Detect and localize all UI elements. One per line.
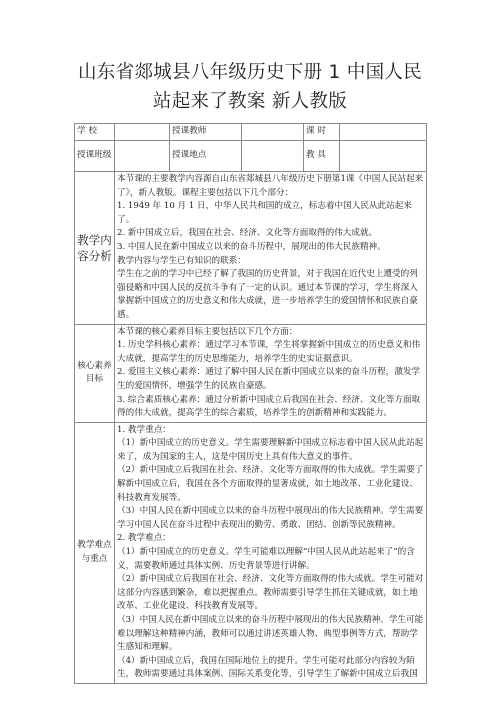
keypoints-line: 2. 教学难点： [117,533,171,544]
keypoints-row [75,422,427,683]
keypoints-label: 教学难点与重点 [75,422,115,683]
literacy-line: 3. 综合素质核心素养：通过分析新中国成立后我国在社会、经济、文化等方面取得的伟大成就，提高学生的综合素质，培养学生的创新精神和实践能力。 [117,394,421,419]
analysis-line: 2. 新中国成立后，我国在社会、经济、文化等方面取得的伟大成就。 [117,228,378,239]
title-line-1: 山东省郯城县八年级历史下册 1 中国人民 [77,62,423,83]
school-label: 学 校 [75,124,115,141]
school-value [115,124,170,141]
place-label: 授课地点 [170,141,242,172]
keypoints-line: （3）中国人民在新中国成立以来的奋斗历程中展现出的伟大民族精神。学生需要学习中国人民在奋斗过程中表现出的勤劳、勇敢、团结、创新等民族精神。 [117,506,424,530]
analysis-line: 本节课的主要教学内容源自山东省郯城县八年级历史下册第1课《中国人民站起来了》，新人教版。课程主要包括以下几个部分： [117,174,424,198]
keypoints-line: （3）中国人民在新中国成立以来的奋斗历程中展现出的伟大民族精神。学生可能难以理解这种精神内涵，教师可以通过讲述英雄人物、典型事例等方式，帮助学生感知和理解。 [117,615,424,653]
analysis-row [75,172,427,325]
keypoints-line: （2）新中国成立后我国在社会、经济、文化等方面取得的伟大成就。学生需要了解新中国成立后，我国在各个方面取得的显著成就，如土地改革、工业化建设、科技教育发展等。 [117,465,424,503]
keypoints-line: 1. 教学重点： [117,424,171,435]
literacy-line: 1. 历史学科核心素养：通过学习本节课，学生将掌握新中国成立的历史意义和伟大成就，提高学生的历史思维能力，培养学生的史实证据意识。 [117,340,421,364]
keypoints-line: （1）新中国成立的历史意义。学生可能难以理解“中国人民从此站起来了”的含义，需要教师通过具体实例、历史背景等进行讲解。 [117,547,415,571]
analysis-line: 3. 中国人民在新中国成立以来的奋斗历程中，展现出的伟大民族精神。 [117,241,386,252]
tools-label: 教 具 [304,141,340,172]
literacy-row [75,324,427,422]
teacher-label: 授课教师 [170,124,242,141]
tools-value [340,141,427,172]
place-value [242,141,304,172]
keypoints-line: （2）新中国成立后我国在社会、经济、文化等方面取得的伟大成就。学生可能对这部分内容感到繁杂，难以把握重点。教师需要引导学生抓住关键成就，如土地改革、工业化建设、科技教育发展等。 [117,574,424,612]
analysis-line: 1. 1949 年 10 月 1 日，中华人民共和国的成立，标志着中国人民从此站起来了。 [117,201,412,225]
teacher-value [242,124,304,141]
literacy-content [115,324,427,422]
header-row-1 [75,124,427,141]
class-label: 授课班级 [75,141,115,172]
keypoints-content [115,422,427,683]
period-value [340,124,427,141]
analysis-line: 教学内容与学生已有知识的联系： [117,255,246,266]
analysis-content [115,172,427,325]
analysis-line: 学生在之前的学习中已经了解了我国的历史背景，对于我国在近代史上遭受的列强侵略和中国人民的反抗斗争有了一定的认识。通过本节课的学习，学生将深入掌握新中国成立的历史意义和伟大成就，进一步培养学生的爱国情怀和民族自豪感。 [117,269,418,320]
header-row-2 [75,141,427,172]
title-line-2: 站起来了教案 新人教版 [152,91,348,112]
period-label: 课 时 [304,124,340,141]
literacy-line: 本节课的核心素养目标主要包括以下几个方面： [117,326,298,337]
literacy-label: 核心素养目标 [75,324,115,422]
analysis-label: 教学内容分析 [75,172,115,325]
document-title [40,58,460,116]
lesson-plan-table [74,123,427,684]
keypoints-line: （4）新中国成立后，我国在国际地位上的提升。学生可能对此部分内容较为陌生，教师需要通过具体案例、国际关系变化等，引导学生了解新中国成立后我国 [117,655,418,680]
literacy-line: 2. 爱国主义核心素养：通过了解中国人民在新中国成立以来的奋斗历程，激发学生的爱国情怀，增强学生的民族自豪感。 [117,367,421,391]
class-value [115,141,170,172]
keypoints-line: （1）新中国成立的历史意义。学生需要理解新中国成立标志着中国人民从此站起来了，成为国家的主人，这是中国历史上具有伟大意义的事件。 [117,438,424,462]
